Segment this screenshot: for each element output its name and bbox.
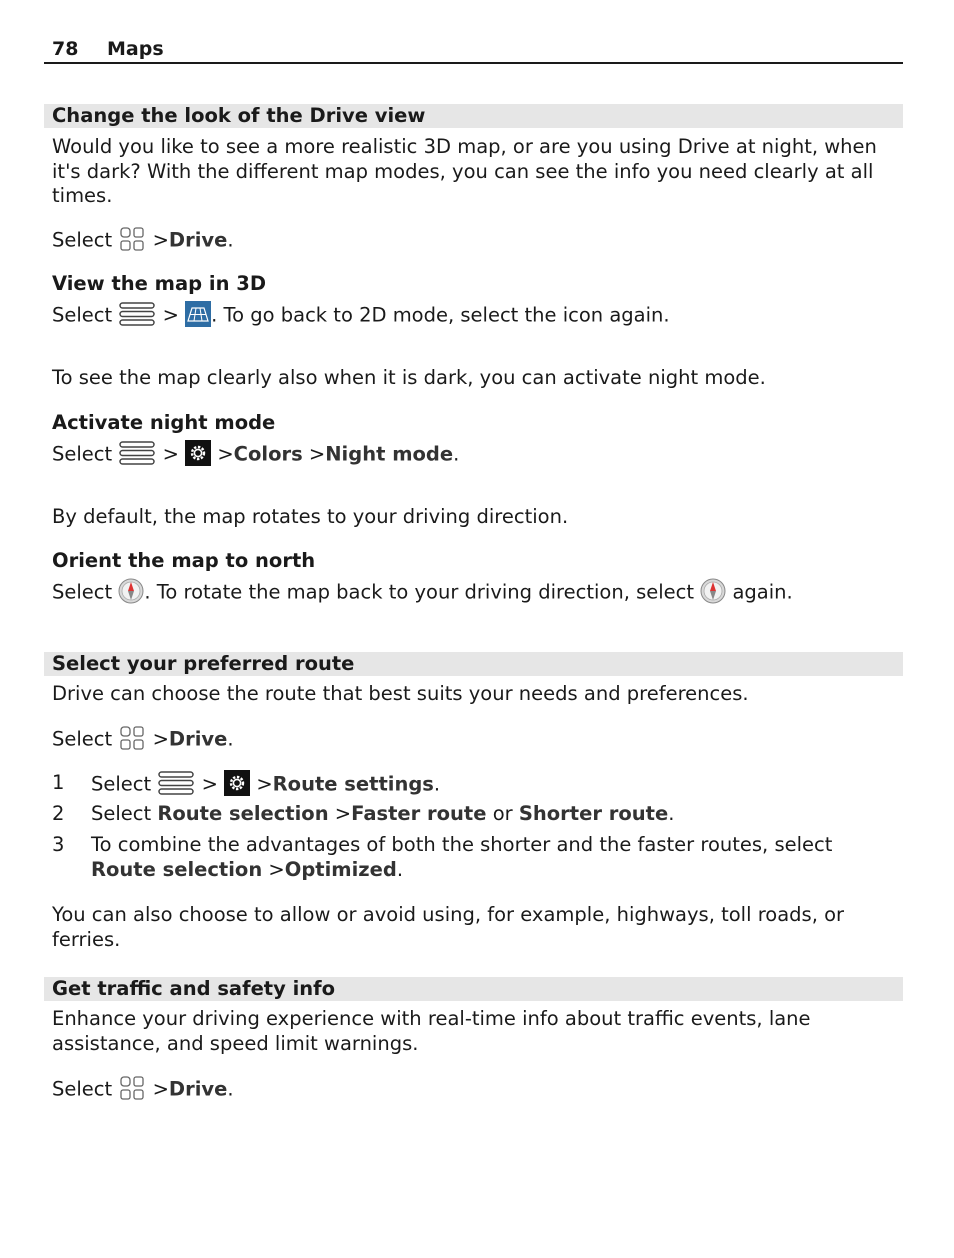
drive-label: Drive [168,1077,228,1101]
step-number: 2 [52,802,65,825]
shorter-route-label: Shorter route [518,802,669,825]
3d-map-icon [185,301,211,327]
view-3d-instruction: Select > . To go back to 2D mode, select the icon again. [52,302,900,330]
settings-gear-icon [224,770,250,796]
section-header-drive-view [44,104,903,128]
step-number: 3 [52,833,65,856]
apps-grid-icon [118,226,146,252]
page-header [44,36,903,64]
select-drive-instruction: Select >Drive. [52,228,900,254]
route-outro-paragraph: You can also choose to allow or avoid using, for example, highways, toll roads, or ferries. [52,903,845,951]
night-intro-paragraph: To see the map clearly also when it is dark, you can activate night mode. [52,366,766,389]
colors-label: Colors [233,442,303,466]
step-text: To combine the advantages of both the shorter and the faster routes, select Route selection >Optimized. [91,833,833,881]
compass-icon [118,578,144,604]
faster-route-label: Faster route [351,802,487,825]
night-mode-label: Night mode [325,442,454,466]
section-header-traffic-safety [44,977,903,1001]
step-number: 1 [52,771,65,794]
apps-grid-icon [118,1075,146,1101]
menu-lines-icon [157,769,195,797]
orient-north-instruction: Select . To rotate the map back to your driving direction, select again. [52,580,900,606]
route-settings-label: Route settings [272,772,434,796]
compass-icon [700,578,726,604]
settings-gear-icon [185,440,211,466]
heading-view-3d: View the map in 3D [52,272,267,295]
menu-lines-icon [118,439,156,467]
section-header-preferred-route [44,652,903,676]
menu-lines-icon [118,300,156,328]
step-text: Select > >Route settings. [91,771,891,799]
chapter-title: Maps [107,38,164,60]
heading-orient-north: Orient the map to north [52,549,316,572]
section-title: Get traffic and safety info [52,977,336,1000]
section-title: Change the look of the Drive view [52,104,426,127]
drive-label: Drive [168,228,228,252]
intro-paragraph: Would you like to see a more realistic 3D map, or are you using Drive at night, when it's dark? With the different map modes, you can see the info you need clearly at all times. [52,135,877,207]
select-drive-instruction: Select >Drive. [52,1077,900,1103]
route-selection-label: Route selection [157,802,329,825]
apps-grid-icon [118,725,146,751]
step-text: Select Route selection >Faster route or Shorter route. [91,802,675,825]
optimized-label: Optimized [284,857,397,881]
section-title: Select your preferred route [52,652,355,675]
traffic-intro-paragraph: Enhance your driving experience with real-time info about traffic events, lane assistance, and speed limit warnings. [52,1007,811,1055]
route-selection-label: Route selection [91,857,263,881]
select-drive-instruction: Select >Drive. [52,727,900,753]
rotate-intro-paragraph: By default, the map rotates to your driving direction. [52,505,569,528]
heading-night-mode: Activate night mode [52,411,276,434]
night-mode-instruction: Select > >Colors >Night mode. [52,441,900,469]
drive-label: Drive [168,727,228,751]
page-number: 78 [52,38,79,60]
route-intro-paragraph: Drive can choose the route that best suits your needs and preferences. [52,682,749,705]
